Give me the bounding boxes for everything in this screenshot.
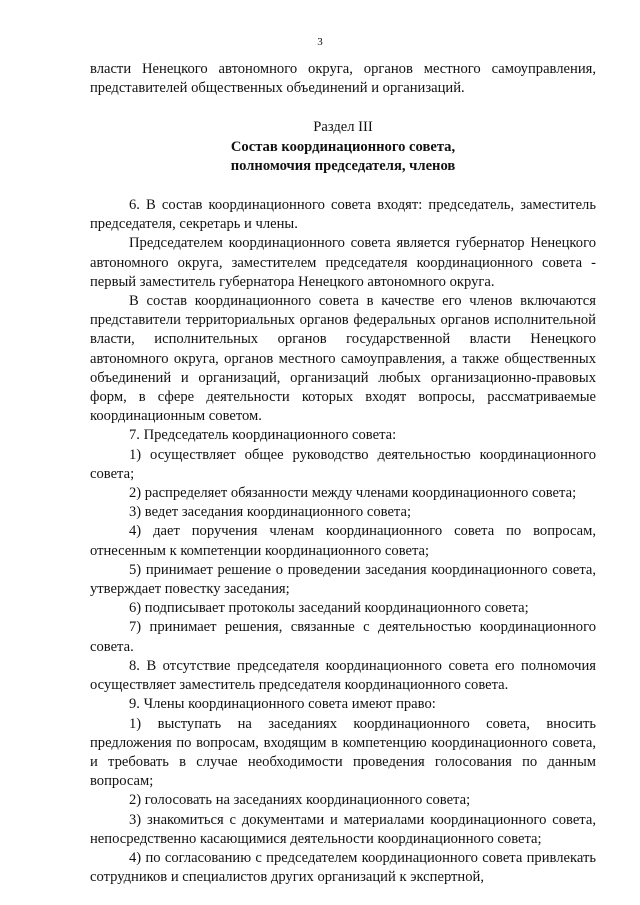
paragraph-members: В состав координационного совета в качестве его членов включаются представители территориальных органов федеральных органов исполнительной власти, исполнительных органов государственной власти Ненецкого автономного округа, органов местного самоуправления, а также общественных объединений и организаций, организаций любых организационно-правовых форм, в сфере деятельности которых входят вопросы, рассматриваемые координационным советом.	[90, 293, 596, 425]
paragraph-7: 7. Председатель координационного совета:	[129, 427, 397, 444]
section-label: Раздел III	[313, 119, 373, 136]
intro-paragraph: власти Ненецкого автономного округа, органов местного самоуправления, представителей общественных объединений и организаций.	[90, 61, 596, 97]
list-item: 7) принимает решения, связанные с деятельностью координационного совета.	[90, 619, 596, 655]
list-item: 1) осуществляет общее руководство деятельностью координационного совета;	[90, 446, 596, 482]
list-item: 2) голосовать на заседаниях координационного совета;	[129, 792, 471, 809]
section-title-line-2: полномочия председателя, членов	[230, 157, 456, 174]
section-title-line-1: Состав координационного совета,	[230, 138, 456, 155]
paragraph-6: 6. В состав координационного совета входят: председатель, заместитель председателя, секретарь и члены.	[90, 197, 596, 233]
list-item: 3) знакомиться с документами и материалами координационного совета, непосредственно касающимися деятельности координационного совета;	[90, 811, 596, 847]
paragraph-chairman: Председателем координационного совета является губернатор Ненецкого автономного округа, заместителем председателя координационного совета - первый заместитель губернатора Ненецкого автономного округа.	[90, 235, 596, 290]
page-number: 3	[317, 36, 323, 48]
list-item: 1) выступать на заседаниях координационного совета, вносить предложения по вопросам, входящим в компетенцию координационного совета, и требовать в случае необходимости проведения голосования по данным вопросам;	[90, 715, 596, 790]
list-item: 4) по согласованию с председателем координационного совета привлекать сотрудников и специалистов других организаций к экспертной,	[90, 849, 596, 886]
list-item: 2) распределяет обязанности между членами координационного совета;	[129, 485, 577, 502]
document-body	[90, 60, 596, 887]
paragraph-8: 8. В отсутствие председателя координационного совета его полномочия осуществляет заместитель председателя координационного совета.	[90, 657, 596, 694]
list-item: 6) подписывает протоколы заседаний координационного совета;	[129, 600, 529, 617]
list-item: 4) дает поручения членам координационного совета по вопросам, отнесенным к компетенции координационного совета;	[90, 523, 596, 559]
spacer	[90, 176, 596, 196]
paragraph-9: 9. Члены координационного совета имеют право:	[129, 696, 436, 713]
list-item: 3) ведет заседания координационного совета;	[129, 504, 412, 521]
list-item: 5) принимает решение о проведении заседания координационного совета, утверждает повестку заседания;	[90, 561, 596, 598]
